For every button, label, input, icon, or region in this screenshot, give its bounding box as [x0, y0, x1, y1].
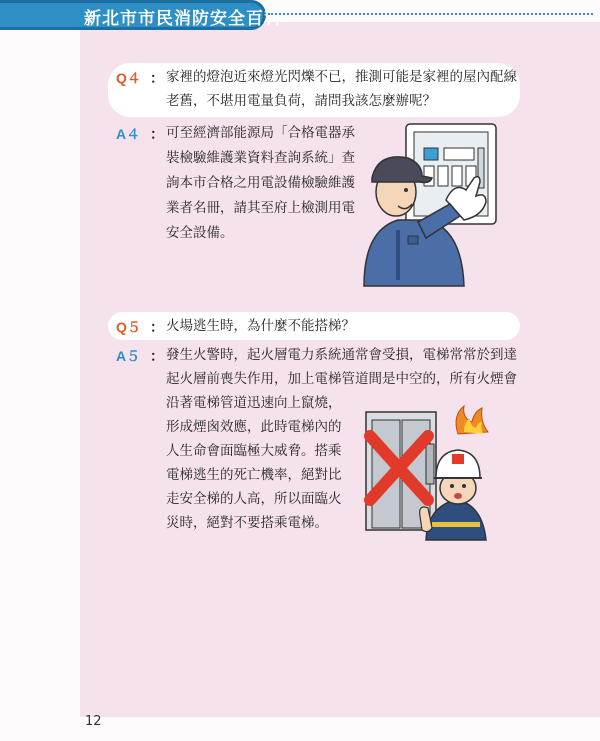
a5-colon: ： — [150, 349, 164, 365]
header-dotted-rule — [268, 13, 593, 15]
q5-colon: ： — [150, 320, 164, 336]
a5-line-1: 發生火警時，起火層電力系統通常會受損，電梯常常於到達 — [166, 347, 517, 363]
a4-line-4: 業者名冊，請其至府上檢測用電 — [166, 200, 355, 216]
elevator-no-entry-illustration — [366, 404, 496, 544]
a5-line-3: 沿著電梯管道迅速向上竄燒， — [166, 395, 342, 411]
q4-line-2: 老舊，不堪用電量負荷，請問我該怎麼辦呢？ — [166, 93, 436, 109]
a4-tag: A４ — [116, 126, 141, 142]
electrician-illustration — [358, 118, 518, 288]
page-number: 12 — [85, 714, 102, 729]
a4-line-5: 安全設備。 — [166, 225, 234, 241]
q4-colon: ： — [150, 71, 164, 87]
a5-line-6: 電梯逃生的死亡機率，絕對比 — [166, 467, 342, 483]
a5-line-7: 走安全梯的人高，所以面臨火 — [166, 491, 342, 507]
a5-line-2: 起火層前喪失作用，加上電梯管道間是中空的，所有火煙會 — [166, 371, 517, 387]
q4-tag: Q４ — [116, 70, 141, 86]
a4-line-3: 詢本市合格之用電設備檢驗維護 — [166, 175, 355, 191]
a4-line-1: 可至經濟部能源局「合格電器承 — [166, 125, 355, 141]
header-title: 新北市市民消防安全百科 — [84, 9, 282, 29]
a5-line-5: 人生命會面臨極大威脅。搭乘 — [166, 443, 342, 459]
q5-line-1: 火場逃生時，為什麼不能搭梯？ — [166, 318, 355, 334]
a4-line-2: 裝檢驗維護業資料查詢系統」查 — [166, 150, 355, 166]
q5-tag: Q５ — [116, 319, 141, 335]
a5-line-4: 形成煙囪效應，此時電梯內的 — [166, 419, 342, 435]
q4-line-1: 家裡的燈泡近來燈光閃爍不已，推測可能是家裡的屋內配線 — [166, 69, 517, 85]
a5-line-8: 災時，絕對不要搭乘電梯。 — [166, 515, 328, 531]
a5-tag: A５ — [116, 348, 141, 364]
a4-colon: ： — [150, 127, 164, 143]
